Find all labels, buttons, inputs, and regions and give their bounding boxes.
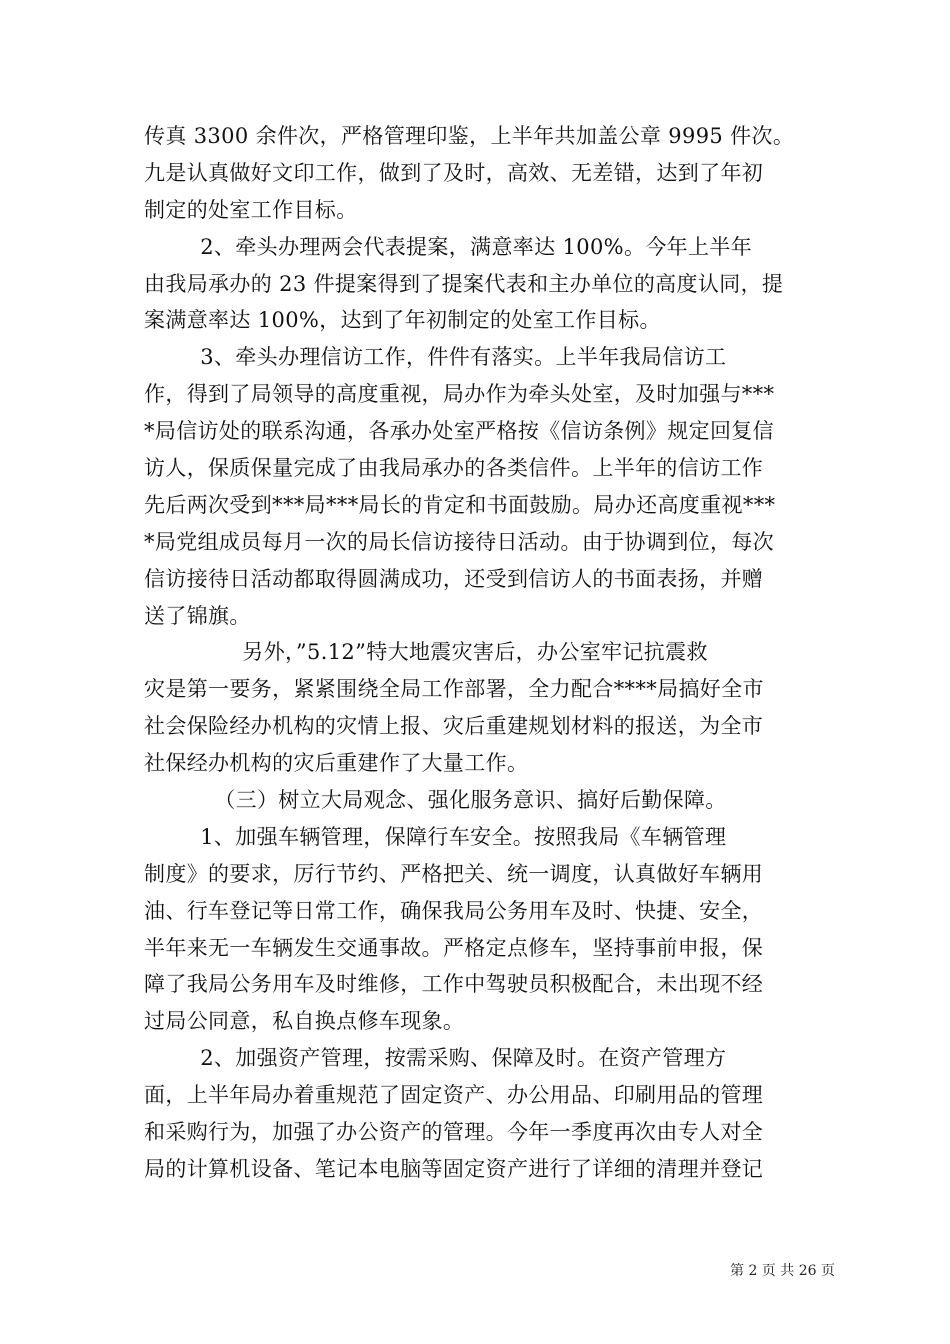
text-line: 过局公同意，私自换点修车现象。 [144, 1009, 465, 1034]
text-line: 2、加强资产管理，按需采购、保障及时。在资产管理方 [144, 1046, 727, 1071]
text-line: 1、加强车辆管理，保障行车安全。按照我局《车辆管理 [144, 824, 727, 849]
section-heading: （三）树立大局观念、强化服务意识、搞好后勤保障。 [144, 788, 727, 813]
text-line: 访人，保质保量完成了由我局承办的各类信件。上半年的信访工作 [144, 456, 764, 481]
text-line: *局信访处的联系沟通，各承办处室严格按《信访条例》规定回复信 [144, 419, 774, 444]
text-line: 3、牵头办理信访工作，件件有落实。上半年我局信访工 [144, 345, 727, 370]
text-line: 和采购行为，加强了办公资产的管理。今年一季度再次由专人对全 [144, 1120, 764, 1145]
text-line: 障了我局公务用车及时维修，工作中驾驶员积极配合，未出现不经 [144, 972, 764, 997]
text-line: 局的计算机设备、笔记本电脑等固定资产进行了详细的清理并登记 [144, 1156, 764, 1181]
text-line: 先后两次受到***局***局长的肯定和书面鼓励。局办还高度重视*** [144, 492, 776, 517]
text-line: 社会保险经办机构的灾情上报、灾后重建规划材料的报送，为全市 [144, 714, 764, 739]
text-line: 由我局承办的 23 件提案得到了提案代表和主办单位的高度认同，提 [144, 271, 784, 296]
text-line: 送了锦旗。 [144, 603, 251, 628]
text-line: 制度》的要求，厉行节约、严格把关、统一调度，认真做好车辆用 [144, 861, 764, 886]
text-line: 2、牵头办理两会代表提案，满意率达 100%。今年上半年 [144, 234, 753, 259]
text-line: 面，上半年局办着重规范了固定资产、办公用品、印刷用品的管理 [144, 1083, 764, 1108]
text-line: 制定的处室工作目标。 [144, 197, 358, 222]
text-line: 九是认真做好文印工作，做到了及时，高效、无差错，达到了年初 [144, 160, 764, 185]
text-line: *局党组成员每月一次的局长信访接待日活动。由于协调到位，每次 [144, 529, 774, 554]
text-line: 灾是第一要务，紧紧围绕全局工作部署，全力配合****局搞好全市 [144, 677, 764, 702]
document-body [144, 118, 808, 1188]
text-line: 作，得到了局领导的高度重视，局办作为牵头处室，及时加强与*** [144, 382, 775, 407]
text-line: 社保经办机构的灾后重建作了大量工作。 [144, 751, 529, 776]
text-line: 油、行车登记等日常工作，确保我局公务用车及时、快捷、安全， [144, 898, 764, 923]
text-line: 传真 3300 余件次，严格管理印鉴，上半年共加盖公章 9995 件次。 [144, 124, 795, 148]
page-number-footer: 第 2 页 共 26 页 [730, 1263, 835, 1279]
text-line: 半年来无一车辆发生交通事故。严格定点修车，坚持事前申报，保 [144, 935, 764, 960]
text-line: 信访接待日活动都取得圆满成功，还受到信访人的书面表扬，并赠 [144, 566, 764, 591]
text-line: 另外，”5.12”特大地震灾害后，办公室牢记抗震救 [144, 640, 708, 665]
text-line: 案满意率达 100%，达到了年初制定的处室工作目标。 [144, 308, 661, 333]
